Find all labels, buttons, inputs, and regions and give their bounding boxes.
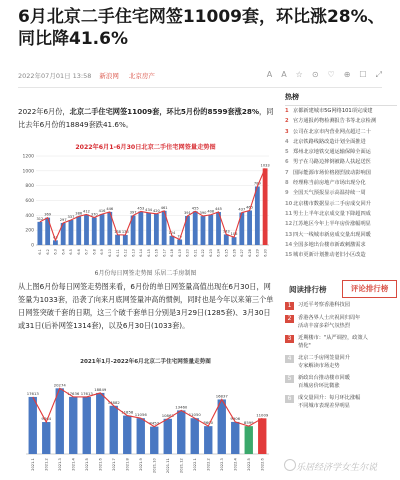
- bar: [247, 211, 252, 245]
- paragraph-2: 从上图6月份每日网签走势图来看，6月份的单日网签量高值出现在6月30日，网签量为1033套，沿袭了向来月底网签量冲高的惯例，同时也是今年以来第三个单日网签突破千套的日期，这三个破千套单日分别是3月29日(1285套)、3月30日或31日(后补网签1314套)，以及6月30日(1033套)。: [18, 282, 274, 330]
- data-label: 390: [199, 211, 207, 216]
- bar: [138, 211, 143, 245]
- rank-number: 2: [285, 315, 294, 323]
- data-label: 11858: [121, 409, 134, 415]
- y-tick-label: 1000: [22, 169, 34, 175]
- x-tick-label: 6.18: [170, 249, 175, 257]
- data-label: 13460: [175, 404, 188, 410]
- hot-list-item[interactable]: [285, 250, 397, 260]
- data-label: 789: [253, 181, 261, 186]
- chart-caption: 6月份每日网签走势图 乐居二手房制图: [94, 270, 197, 277]
- data-label: 124: [168, 230, 176, 235]
- source-link[interactable]: 新浪网: [99, 71, 119, 80]
- x-tick-label: 2021.8: [125, 458, 130, 471]
- x-tick-label: 2021.12: [179, 458, 184, 474]
- bar: [115, 235, 120, 245]
- article-title: 6月北京二手住宅网签11009套，环比涨28%、同比降41.6%: [18, 7, 385, 49]
- data-label: 16837: [215, 393, 228, 399]
- bar: [29, 397, 37, 454]
- daily-signing-chart: [18, 140, 273, 267]
- hot-rank-number: 14: [285, 241, 293, 248]
- x-tick-label: 2021.10: [152, 458, 157, 474]
- hot-list-item[interactable]: [285, 178, 397, 188]
- hot-rank-number: 12: [285, 221, 293, 228]
- hot-item-title[interactable]: 男子在马路边摔倒被路人扶起送医: [293, 159, 371, 166]
- data-label: 63: [53, 235, 58, 240]
- article-meta: [18, 69, 382, 81]
- rank-number: 6: [285, 395, 294, 403]
- y-tick-label: 200: [25, 228, 34, 234]
- rank-tabs: [285, 280, 397, 298]
- x-tick-label: 6.1: [38, 249, 43, 255]
- hot-rank-number: 4: [285, 138, 289, 145]
- rank-list-item[interactable]: [285, 355, 397, 370]
- bar: [232, 237, 237, 245]
- y-tick-label: 1200: [22, 154, 34, 160]
- x-tick-label: 6.2: [45, 249, 50, 255]
- data-label: 143: [222, 229, 230, 234]
- hot-rank-number: 1: [285, 108, 289, 114]
- bar: [56, 388, 64, 454]
- x-tick-label: 6.14: [139, 249, 144, 257]
- weibo-icon[interactable]: ⊙: [311, 70, 319, 79]
- bar: [204, 426, 212, 454]
- rank-list-item[interactable]: [285, 315, 397, 330]
- tab-read-rank[interactable]: 阅读排行榜: [289, 284, 327, 294]
- x-tick-label: 2021.2: [44, 458, 49, 471]
- bar: [123, 235, 128, 245]
- x-tick-label: 6.24: [216, 249, 221, 257]
- bar: [42, 422, 50, 454]
- hot-list-item[interactable]: [285, 219, 397, 229]
- x-tick-label: 6.23: [208, 249, 213, 257]
- hot-rank-number: 5: [285, 149, 289, 156]
- data-label: 446: [106, 206, 114, 211]
- data-label: 74: [177, 234, 182, 239]
- data-label: 453: [137, 206, 145, 211]
- data-label: 11050: [188, 412, 201, 418]
- toolbar: [267, 70, 382, 80]
- bar: [123, 416, 131, 454]
- paragraph-1-text: 2022年6月份，北京二手住宅网签11009套，环比5月份的8599套涨28%，同比去年6月份的18849套跌41.6%。: [18, 107, 274, 129]
- data-label: 18849: [94, 386, 107, 392]
- bar: [154, 214, 159, 245]
- bar: [137, 418, 145, 454]
- data-label: 138: [114, 229, 121, 234]
- x-tick-label: 6.21: [193, 249, 198, 257]
- bar: [146, 213, 151, 245]
- rank-list: [285, 302, 397, 410]
- hot-item-title[interactable]: 北京楼市数据显示二手房成交回升: [293, 200, 371, 207]
- x-tick-label: 2022.4: [233, 458, 238, 471]
- expand-icon[interactable]: ⤢: [375, 70, 382, 79]
- rank-list-item[interactable]: [285, 395, 397, 410]
- x-tick-label: 6.13: [131, 249, 136, 257]
- bar: [177, 240, 182, 245]
- data-label: 416: [98, 209, 106, 214]
- x-tick-label: 6.27: [240, 249, 245, 257]
- rank-list-item[interactable]: [285, 335, 397, 350]
- hot-item-title[interactable]: 京都新建城市5G网络101项完成建: [293, 108, 373, 114]
- paragraph-1-highlight: 北京二手住宅网签11009套，环比5月份的8599套涨28%: [69, 107, 260, 116]
- x-tick-label: 6.29: [255, 249, 260, 257]
- hot-item-title[interactable]: 北京铁路线路改造计划全面推进: [293, 138, 366, 145]
- hot-rank-number: 8: [285, 180, 289, 187]
- x-tick-label: 6.7: [84, 249, 89, 255]
- hot-list-item[interactable]: [285, 199, 397, 209]
- hot-rank-number: 7: [285, 169, 289, 176]
- x-tick-label: 2021.5: [84, 458, 89, 471]
- data-label: 412: [83, 209, 90, 214]
- data-label: 8600: [203, 420, 214, 426]
- x-tick-label: 2022.3: [219, 458, 224, 471]
- data-label: 465: [246, 205, 254, 210]
- hot-item-title[interactable]: 男士上半年北京成交量下降超四成: [293, 210, 371, 217]
- data-label: 391: [184, 211, 191, 216]
- x-tick-label: 2021.6: [98, 458, 103, 471]
- comment-icon[interactable]: ☐: [359, 70, 367, 79]
- bar: [76, 216, 81, 245]
- rank-item-text[interactable]: [298, 355, 350, 370]
- bar: [164, 419, 172, 454]
- data-label: 17613: [80, 390, 93, 396]
- data-label: 1033: [260, 163, 270, 168]
- rank-item-text[interactable]: [298, 335, 368, 350]
- hot-item-title[interactable]: 官方通报药物检测报告书等北京检测: [293, 118, 377, 125]
- paragraph-1: [18, 105, 275, 131]
- data-label: 437: [238, 207, 246, 212]
- data-label: 445: [215, 206, 222, 211]
- hot-rank-number: 9: [285, 190, 289, 197]
- divider: [18, 87, 382, 88]
- rank-item-text[interactable]: [298, 315, 360, 330]
- data-label: 8453: [149, 420, 160, 426]
- data-label: 10863: [161, 412, 174, 418]
- rank-item-line: 专家解读市场走势: [298, 362, 340, 369]
- y-tick-label: 800: [25, 184, 34, 190]
- x-tick-label: 2021.3: [57, 458, 62, 471]
- x-tick-label: 2021.11: [165, 458, 170, 474]
- bar: [96, 393, 104, 454]
- bar: [231, 422, 239, 454]
- x-tick-label: 2021.1: [30, 458, 35, 471]
- x-tick-label: 6.26: [232, 249, 237, 257]
- x-tick-label: 6.5: [69, 249, 74, 255]
- x-tick-label: 2021.4: [71, 458, 76, 471]
- data-label: 370: [90, 212, 98, 217]
- hot-item-title[interactable]: 郑州北京地铁交通运输保障全面运: [293, 149, 371, 156]
- font-large-icon[interactable]: A: [266, 70, 273, 79]
- rank-number: 4: [285, 355, 294, 363]
- bar: [258, 418, 266, 454]
- chart-title: 2021年1月-2022年6月北京二手住宅网签量走势图: [80, 359, 211, 365]
- data-label: 20274: [53, 382, 66, 388]
- x-tick-label: 2022.2: [206, 458, 211, 471]
- hot-item-title[interactable]: 国际能源市场价格剧烈波动影响国: [293, 169, 371, 176]
- hot-rank-number: 3: [285, 128, 289, 135]
- author-link[interactable]: 北京房产: [128, 71, 155, 80]
- rank-item-line: 习近平考察香港科技园: [298, 302, 350, 308]
- rank-item-line: 北京二手房网签量回升: [298, 355, 350, 361]
- x-tick-label: 6.8: [92, 249, 97, 255]
- hot-item-title[interactable]: 四大一线城市新房成交量出现回暖: [293, 231, 371, 238]
- x-tick-label: 2022.6: [260, 458, 265, 471]
- bar: [177, 410, 185, 454]
- hot-list-item[interactable]: [285, 188, 397, 198]
- data-label: 106: [230, 232, 238, 237]
- hot-item-title[interactable]: 城市更新计划推动老旧小区改造: [293, 252, 366, 259]
- rank-item-text[interactable]: [298, 395, 360, 410]
- bar: [255, 186, 260, 245]
- publish-date: 2022年07月01日 13:58: [18, 71, 92, 80]
- bar: [150, 427, 158, 454]
- watermark: 乐居经济学女生尔说: [296, 463, 378, 473]
- rank-item-line: 香港各界人士庆祝回归周年: [298, 315, 361, 321]
- x-tick-label: 6.16: [154, 249, 159, 257]
- share-icon[interactable]: ⊕: [343, 70, 351, 79]
- rank-item-line: 百城房价环比微涨: [298, 382, 340, 389]
- star-icon[interactable]: ☆: [295, 70, 303, 79]
- hot-list-item[interactable]: [285, 127, 397, 137]
- x-tick-label: 6.19: [177, 249, 182, 257]
- hot-list-item[interactable]: [285, 230, 397, 240]
- hot-list-item[interactable]: [285, 137, 397, 147]
- bar: [92, 218, 97, 245]
- hot-list: [285, 106, 397, 260]
- data-label: 135: [121, 229, 129, 234]
- hot-rank-number: 2: [285, 118, 289, 125]
- x-tick-label: 6.9: [100, 249, 105, 255]
- data-label: 397: [129, 210, 137, 215]
- hot-rank-number: 13: [285, 231, 293, 238]
- x-tick-label: 6.11: [115, 249, 120, 257]
- monthly-signing-chart: [18, 355, 273, 480]
- data-label: 11009: [256, 412, 269, 418]
- bar: [218, 399, 226, 454]
- rank-list-item[interactable]: [285, 375, 397, 390]
- x-tick-label: 6.17: [162, 249, 167, 257]
- data-label: 17613: [26, 390, 39, 396]
- data-label: 17636: [67, 390, 80, 396]
- rank-number: 3: [285, 335, 294, 343]
- data-label: 9864: [41, 416, 52, 422]
- hot-list-item[interactable]: [285, 168, 397, 178]
- rank-item-line: 情化": [298, 342, 311, 349]
- hot-item-title[interactable]: 经理称当前房地产市场出现分化: [293, 180, 366, 187]
- x-tick-label: 6.30: [263, 249, 268, 257]
- data-label: 297: [59, 217, 67, 222]
- rank-item-line: 不同城市表现差异明显: [298, 402, 350, 409]
- x-tick-label: 6.22: [201, 249, 206, 257]
- y-tick-label: 0: [31, 243, 34, 249]
- bar: [201, 216, 206, 245]
- hot-item-title[interactable]: 全国多地出台楼市新政刺激需求: [293, 241, 366, 248]
- data-label: 386: [75, 211, 83, 216]
- data-label: 337: [67, 215, 75, 220]
- data-label: 434: [145, 207, 153, 212]
- x-tick-label: 6.10: [107, 249, 112, 257]
- bar: [83, 397, 91, 454]
- data-label: 461: [160, 205, 168, 210]
- chart-background: [18, 140, 273, 267]
- rank-item-text[interactable]: [298, 375, 350, 390]
- bar: [191, 418, 199, 454]
- rank-item-line: 近期楼市："从严调控，政策人: [298, 335, 368, 341]
- data-label: 11056: [134, 412, 147, 418]
- hot-rank-number: 15: [285, 252, 293, 259]
- hot-list-item[interactable]: [285, 157, 397, 167]
- data-label: 420: [152, 208, 160, 213]
- hot-list-item[interactable]: [285, 240, 397, 250]
- bar: [37, 222, 42, 245]
- rank-item-line: 成交量回升：每月环比涨幅: [298, 395, 361, 401]
- x-tick-label: 2022.5: [246, 458, 251, 471]
- data-label: 312: [36, 216, 44, 221]
- x-tick-label: 6.28: [247, 249, 252, 257]
- data-label: 455: [191, 206, 199, 211]
- bar: [263, 168, 268, 245]
- hot-item-title[interactable]: 公司在北京市内营业网点超过二十: [293, 128, 371, 135]
- bar: [245, 426, 253, 454]
- bar: [100, 214, 105, 245]
- hot-rank-number: 6: [285, 159, 289, 166]
- hot-rank-number: 11: [285, 210, 293, 217]
- bar: [84, 214, 89, 245]
- watermark-icon: [284, 459, 296, 471]
- hot-list-item[interactable]: [285, 106, 397, 116]
- rank-item-text[interactable]: [298, 302, 350, 310]
- tab-comment-rank[interactable]: 评论排行榜: [342, 280, 397, 298]
- font-small-icon[interactable]: A: [281, 70, 287, 79]
- y-tick-label: 400: [25, 213, 34, 219]
- hot-item-title[interactable]: 全国天气预报显示高温持续一周: [293, 190, 366, 197]
- data-label: 14882: [107, 399, 120, 405]
- hot-list-item[interactable]: [285, 147, 397, 157]
- hot-list-item[interactable]: [285, 116, 397, 126]
- data-label: 408: [207, 209, 215, 214]
- bar: [69, 397, 77, 454]
- bar: [193, 211, 198, 245]
- hot-rank-number: 10: [285, 200, 293, 207]
- bar: [110, 406, 118, 454]
- x-tick-label: 6.15: [146, 249, 151, 257]
- x-tick-label: 2021.9: [138, 458, 143, 471]
- rank-item-line: 新政出台推动楼市回暖: [298, 375, 350, 381]
- bar: [224, 234, 229, 245]
- x-tick-label: 6.12: [123, 249, 128, 257]
- rank-number: 1: [285, 302, 294, 310]
- rank-list-item[interactable]: [285, 302, 397, 310]
- heart-icon[interactable]: ♡: [327, 70, 335, 79]
- x-tick-label: 2021.7: [111, 458, 116, 471]
- x-tick-label: 6.3: [53, 249, 58, 255]
- x-tick-label: 6.4: [61, 249, 66, 255]
- x-tick-label: 2022.1: [192, 458, 197, 471]
- data-label: 369: [44, 212, 52, 217]
- hot-item-title[interactable]: 江苏地区今年上半年房价涨幅明显: [293, 221, 371, 228]
- bar: [208, 215, 213, 245]
- data-label: 8599: [243, 420, 254, 426]
- x-tick-label: 6.20: [185, 249, 190, 257]
- x-tick-label: 6.6: [76, 249, 81, 255]
- chart-title: 2022年6月1-6月30日北京二手住宅网签量走势图: [75, 144, 216, 151]
- rank-item-line: 活动丰富多彩气氛热烈: [298, 322, 350, 329]
- x-tick-label: 6.25: [224, 249, 229, 257]
- hot-list-item[interactable]: [285, 209, 397, 219]
- rank-panel: [285, 280, 397, 415]
- bar: [69, 220, 74, 245]
- y-tick-label: 600: [25, 199, 34, 204]
- data-label: 9906: [230, 415, 241, 421]
- hot-list-title: 热榜: [285, 92, 397, 106]
- rank-number: 5: [285, 375, 294, 383]
- hot-list-panel: [285, 92, 397, 260]
